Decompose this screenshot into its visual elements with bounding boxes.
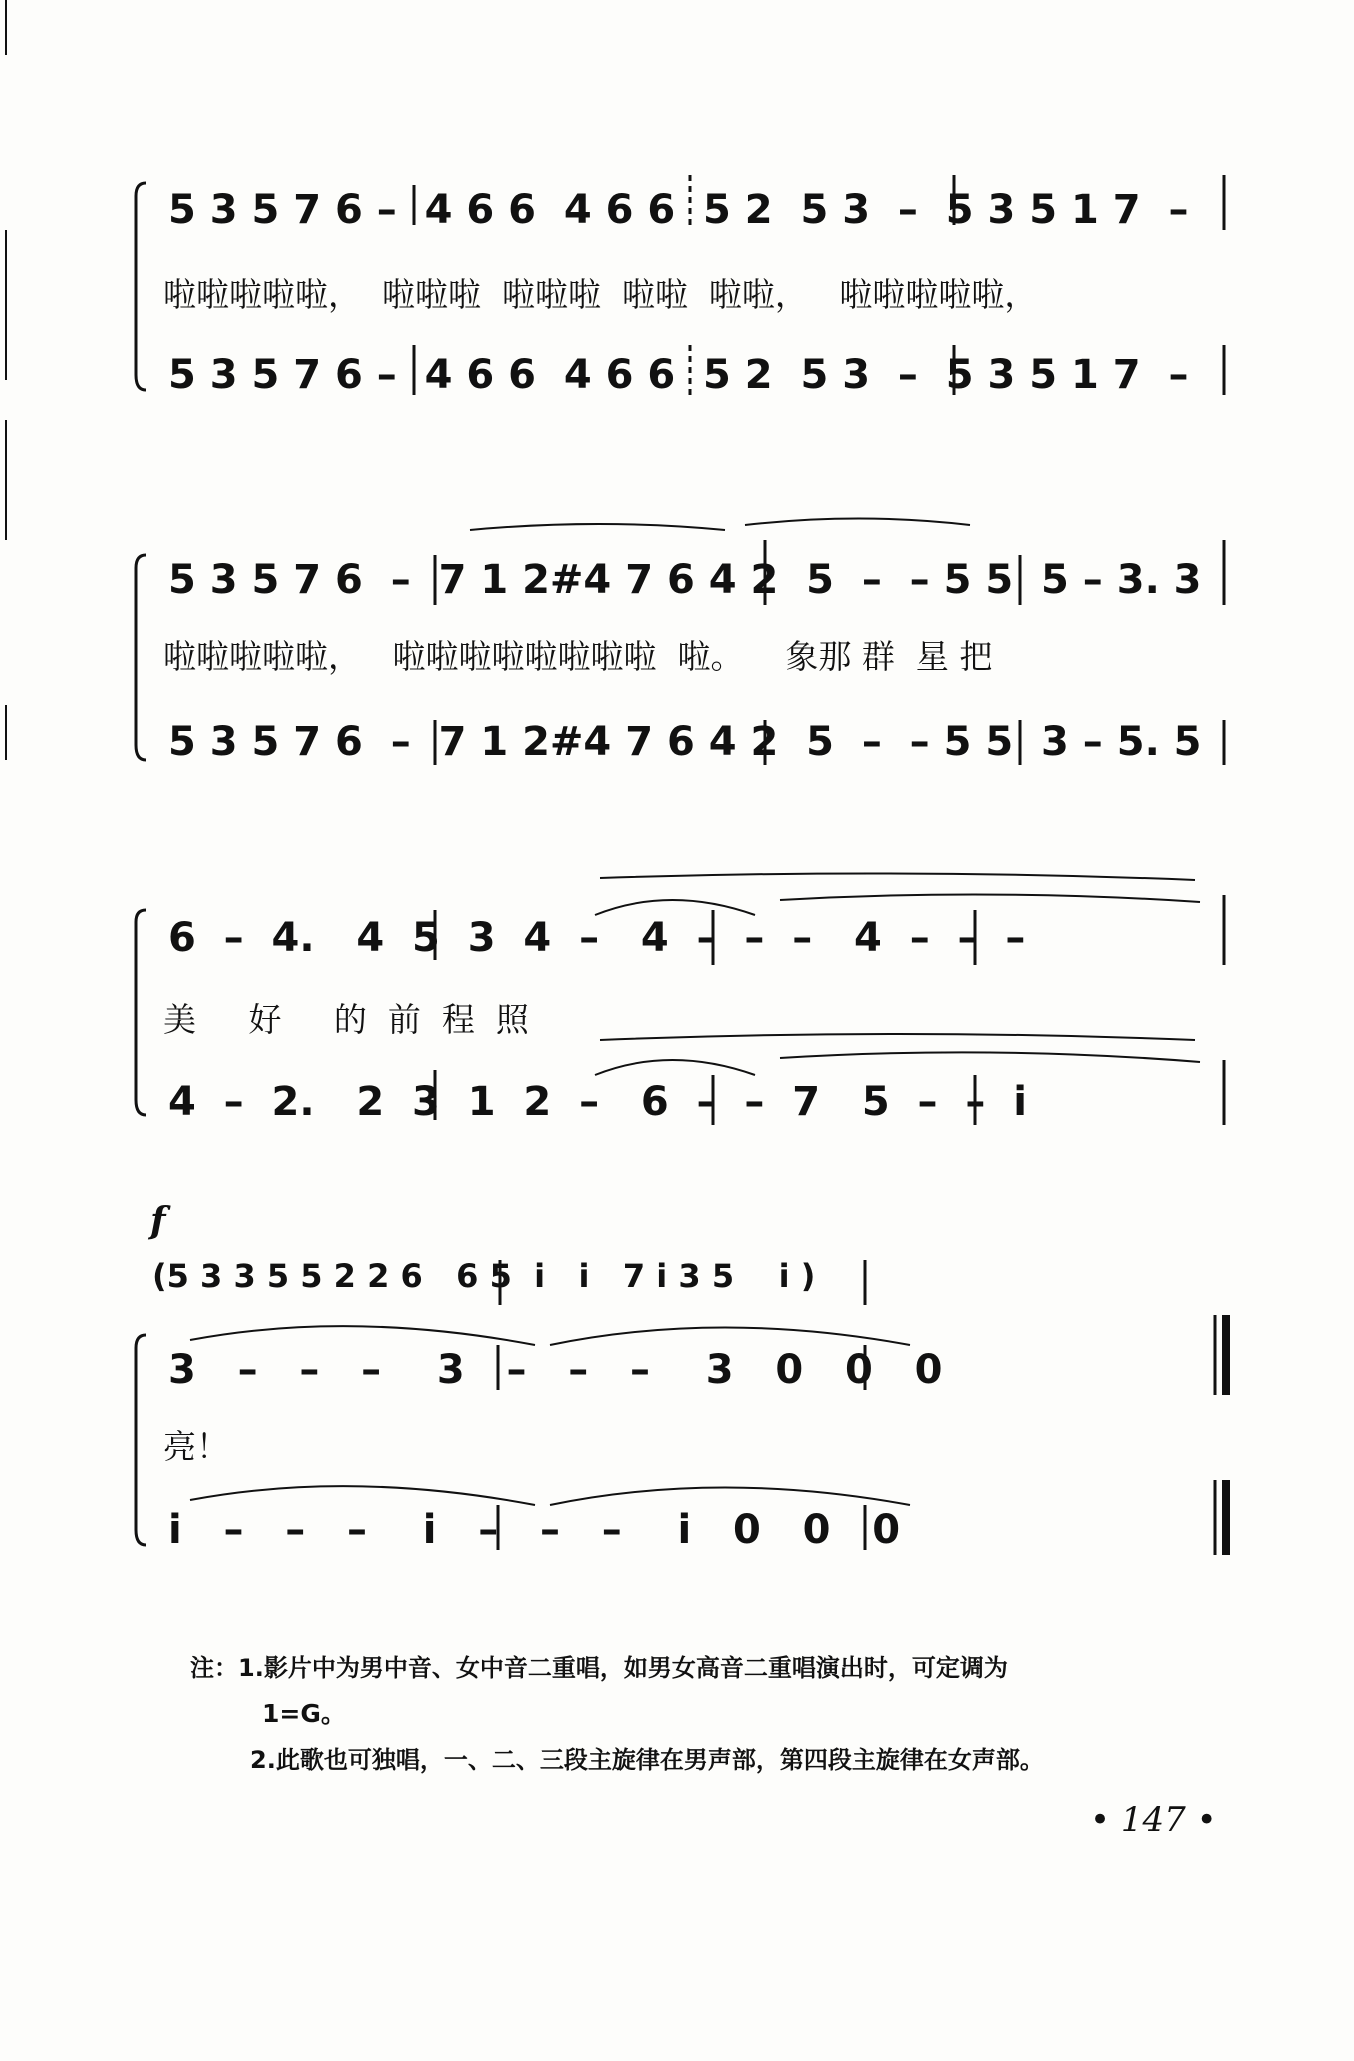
- system-4-upper-notes: 3 – – – 3 – – – 3 0 0 0: [168, 1347, 943, 1393]
- system-3-lower-notes: 4 – 2. 2 3 1 2 – 6 – – 7 5 – – i: [168, 1079, 1027, 1125]
- system-2-upper-notes: 5 3 5 7 6 – 7 1 2#4 7 6 4 2 5 – – 5 5 5 – 3. 3: [168, 557, 1202, 603]
- system-1-lyrics: 啦啦啦啦啦， 啦啦啦 啦啦啦 啦啦 啦啦， 啦啦啦啦啦，: [163, 275, 1038, 314]
- dynamic-marking: f: [150, 1200, 166, 1242]
- footnote-line-3: 2.此歌也可独唱，一、二、三段主旋律在男声部，第四段主旋律在女声部。: [250, 1746, 1044, 1774]
- footnote-line-2: 1=G。: [262, 1699, 346, 1728]
- system-3-upper-notes: 6 – 4. 4 5 3 4 – 4 – – – 4 – – –: [168, 915, 1026, 961]
- system-1-lower-notes: 5 3 5 7 6 – 4 6 6 4 6 6 5 2 5 3 – 5 3 5 1 7 –: [168, 352, 1189, 398]
- system-3-lyrics: 美 好 的 前 程 照: [163, 1000, 529, 1039]
- system-4-lyrics: 亮！: [163, 1427, 229, 1466]
- system-2-lower-notes: 5 3 5 7 6 – 7 1 2#4 7 6 4 2 5 – – 5 5 3 – 5. 5: [168, 719, 1202, 765]
- footnote-line-1: 注：1.影片中为男中音、女中音二重唱，如男女高音二重唱演出时，可定调为: [190, 1654, 1008, 1682]
- page-number: • 147 •: [1090, 1800, 1217, 1840]
- system-2-lyrics: 啦啦啦啦啦， 啦啦啦啦啦啦啦啦 啦。 象那 群 星 把: [163, 637, 993, 676]
- system-4-lower-notes: i – – – i – – – i 0 0 0: [168, 1507, 901, 1553]
- accompaniment-notes: (5 3 3 5 5 2 2 6 6 5 i i 7 i 3 5 i ): [152, 1257, 816, 1295]
- system-1-upper-notes: 5 3 5 7 6 – 4 6 6 4 6 6 5 2 5 3 – 5 3 5 1 7 –: [168, 187, 1189, 233]
